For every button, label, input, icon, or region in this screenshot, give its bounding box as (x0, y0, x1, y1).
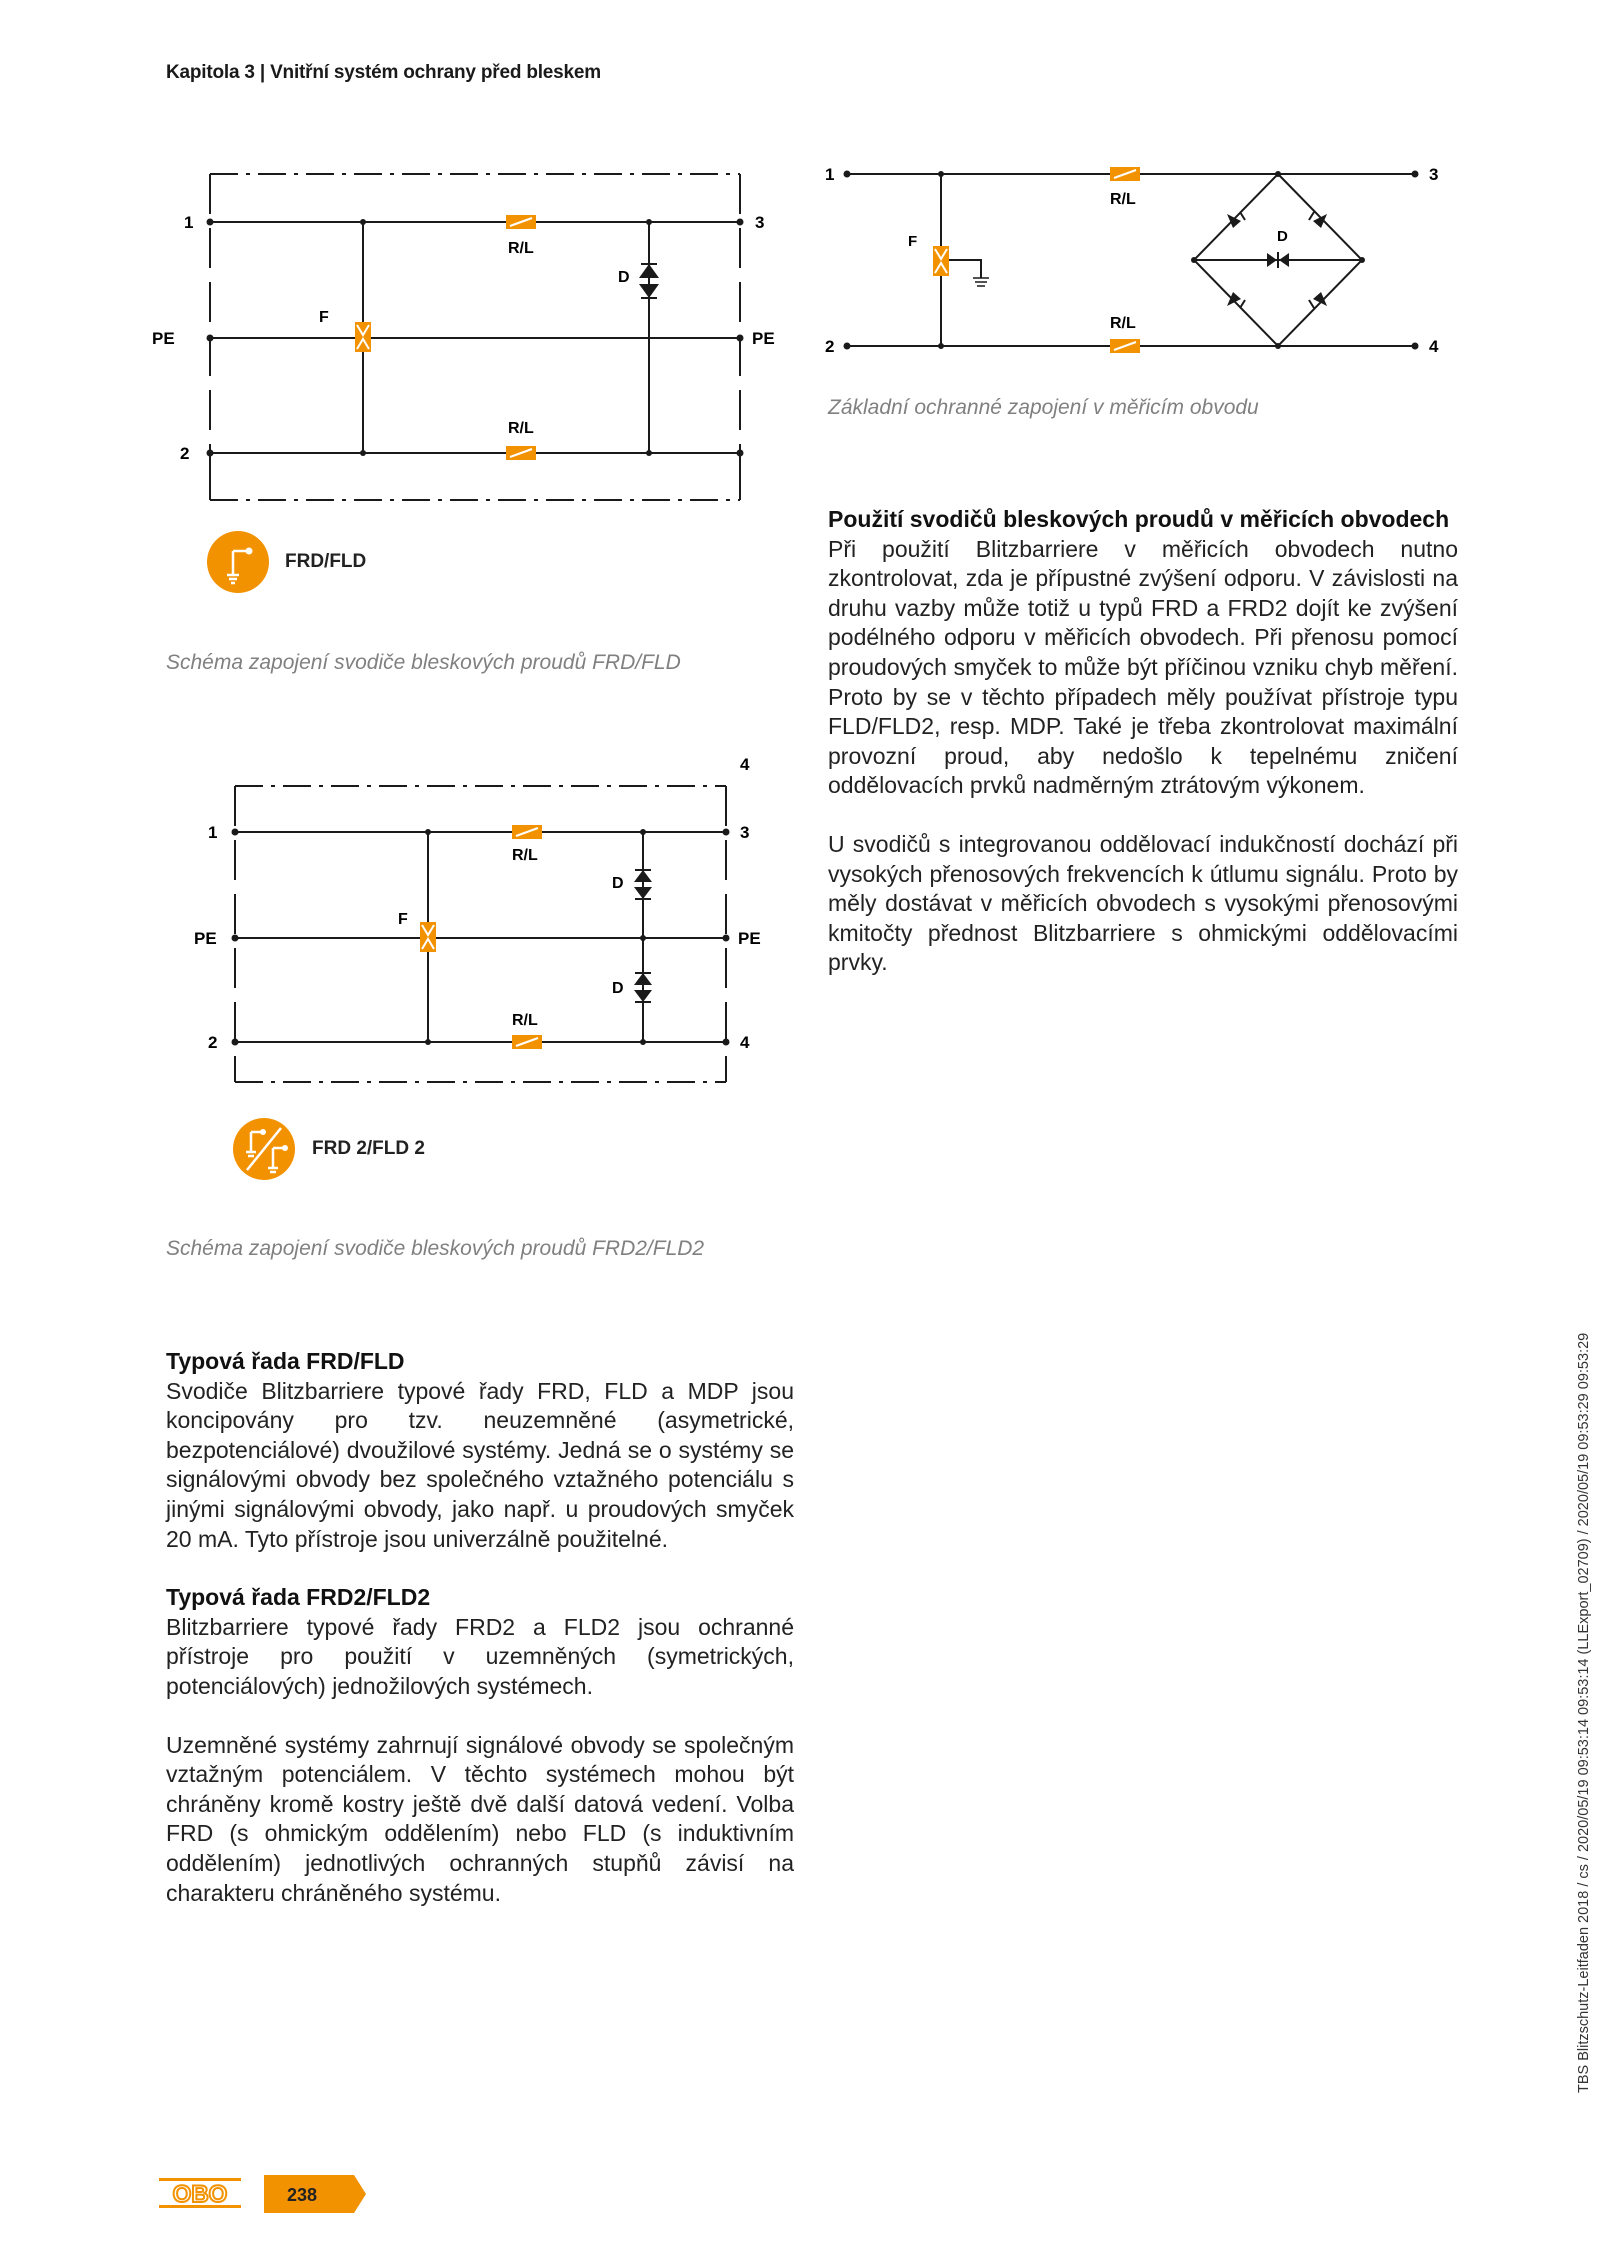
d-top-label: D (612, 875, 624, 892)
side-export-note: TBS Blitzschutz-Leitfaden 2018 / cs / 2020/05/19 09:53:14 09:53:14 (LLExport_02709) / 2020/05/19 09:53:29 09:53:29 (1576, 1332, 1592, 2093)
section-frd2-fld2-text-2: Uzemněné systémy zahrnují signálové obvody se společným vztažným potenciálem. V těchto systémech mohou být chráněny kromě kostry ještě dvě další datová vedení. Volba FRD (s ohmickým oddělením) nebo FLD (s induktivním oddělením) jednotlivých ochranných stupňů závisí na charakteru chráněného systému. (166, 1731, 794, 1906)
chapter-header: Kapitola 3 | Vnitřní systém ochrany před bleskem (166, 62, 601, 83)
frd-fld-circuit-diagram (150, 160, 790, 520)
node-1-label: 1 (184, 213, 194, 232)
d-label: D (618, 269, 630, 286)
measuring-section-text-1: Při použití Blitzbarriere v měřicích obvodech nutno zkontrolovat, zda je přípustné zvýšení odporu. V závislosti na druhu vazby může totiž u typů FRD a FRD2 dojít ke zvýšení podélného odporu v měřicích obvodech. Při přenosu pomocí proudových smyček to může být příčinou vzniku chyb měření. Proto by se v těchto případech měly používat přístroje typu FLD/FLD2, resp. MDP. Také je třeba zkontrolovat maximální provozní proud, aby nedošlo k tepelnému zničení oddělovacích prvků nadměrným ztrátovým výkonem. (828, 535, 1458, 799)
resistor-bottom (506, 446, 536, 460)
section-frd2-fld2-text: Blitzbarriere typové řady FRD2 a FLD2 jsou ochranné přístroje pro použití v uzemněných (symetrických, potenciálových) jednožilových systémech. (166, 1613, 794, 1699)
page-number-tab (264, 2175, 366, 2213)
frd-fld-badge-label: FRD/FLD (285, 551, 367, 572)
frd2-fld2-circuit-diagram (150, 752, 770, 1097)
frd-fld-icon (207, 531, 269, 593)
f-label: F (319, 309, 329, 326)
node-4-top-label: 4 (740, 755, 750, 774)
d-bottom-label: D (612, 980, 624, 997)
rl-bottom-label: R/L (1110, 315, 1136, 332)
arrester-f-icon (933, 246, 949, 276)
obo-logo (158, 2175, 242, 2211)
resistor-top (512, 825, 542, 839)
d-label: D (1277, 228, 1288, 245)
node-4-label: 4 (740, 1033, 750, 1052)
f-label: F (908, 233, 918, 250)
pe-left-label: PE (152, 329, 175, 348)
resistor-bottom (512, 1035, 542, 1049)
arrester-f-icon (420, 922, 436, 952)
rl-top-label: R/L (1110, 191, 1136, 208)
page-number: 238 (286, 2185, 318, 2205)
rl-top-label: R/L (512, 847, 538, 864)
diagram3-caption: Základní ochranné zapojení v měřicím obvodu (828, 396, 1259, 419)
frd2-fld2-badge-label: FRD 2/FLD 2 (312, 1138, 425, 1159)
rl-top-label: R/L (508, 240, 534, 257)
frd2-fld2-icon (233, 1118, 295, 1180)
section-frd2-fld2-heading: Typová řada FRD2/FLD2 (166, 1584, 431, 1611)
rl-bottom-label: R/L (508, 420, 534, 437)
node-3-label: 3 (740, 823, 750, 842)
node-4-label: 4 (1429, 337, 1439, 356)
measuring-circuit-diagram (815, 158, 1455, 358)
obo-logo-text: OBO (172, 2181, 228, 2208)
measuring-section-heading: Použití svodičů bleskových proudů v měřicích obvodech (828, 506, 1450, 532)
pe-right-label: PE (752, 329, 775, 348)
node-2-label: 2 (208, 1033, 218, 1052)
rl-bottom-label: R/L (512, 1012, 538, 1029)
pe-right-label: PE (738, 929, 761, 948)
node-1-label: 1 (825, 165, 835, 184)
node-3-label: 3 (755, 213, 765, 232)
resistor-bottom (1110, 339, 1140, 353)
node-2-label: 2 (180, 444, 190, 463)
pe-left-label: PE (194, 929, 217, 948)
measuring-section-text-2: U svodičů s integrovanou oddělovací indukčností dochází při vysokých přenosových frekvencích k útlumu signálu. Proto by měly dostávat v měřicích obvodech s vysokými přenosovými kmitočty přednost Blitzbarriere s ohmickými oddělovacími prvky. (828, 830, 1458, 976)
section-frd-fld-text: Svodiče Blitzbarriere typové řady FRD, FLD a MDP jsou koncipovány pro tzv. neuzemněné (asymetrické, bezpotenciálové) dvoužilové systémy. Jedná se o systémy se signálovými obvody bez společného vztažného potenciálu s jinými signálovými obvody, jako např. u proudových smyček 20 mA. Tyto přístroje jsou univerzálně použitelné. (166, 1377, 794, 1552)
node-3-label: 3 (1429, 165, 1439, 184)
resistor-top (506, 215, 536, 229)
diagram1-caption: Schéma zapojení svodiče bleskových proudů FRD/FLD (166, 651, 681, 674)
resistor-top (1110, 167, 1140, 181)
arrester-f-icon (355, 322, 371, 352)
diagram2-caption: Schéma zapojení svodiče bleskových proudů FRD2/FLD2 (166, 1237, 705, 1260)
f-label: F (398, 911, 408, 928)
section-frd-fld-heading: Typová řada FRD/FLD (166, 1348, 405, 1374)
node-1-label: 1 (208, 823, 218, 842)
node-2-label: 2 (825, 337, 835, 356)
